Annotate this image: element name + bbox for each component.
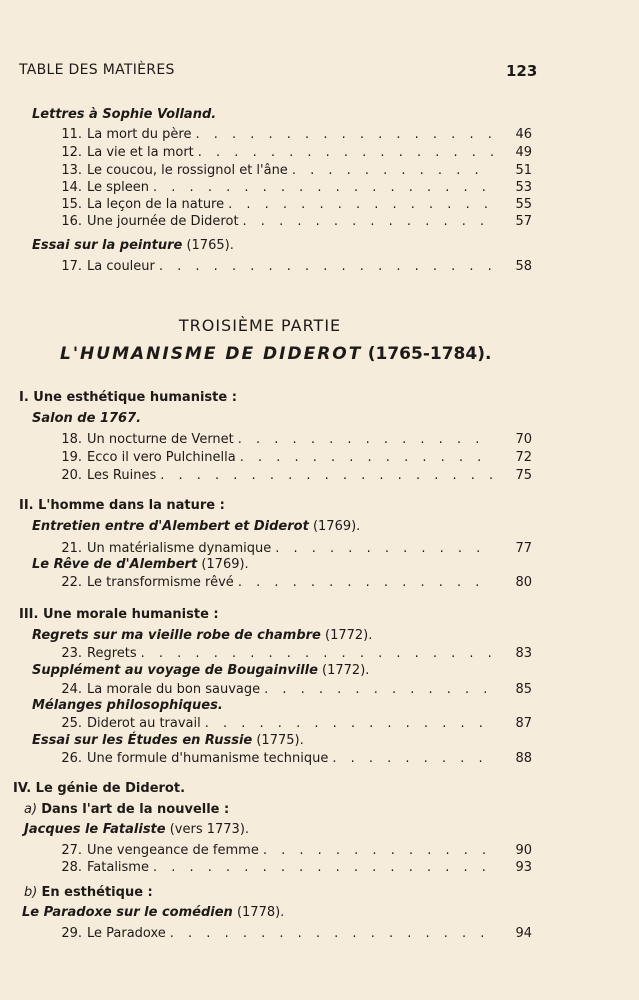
part-title: TROISIÈME PARTIE	[178, 316, 342, 335]
section-heading: III. Une morale humaniste :	[19, 607, 219, 622]
toc-entry[interactable]: 26. Une formule d'humanisme technique . . . 88	[56, 750, 532, 767]
running-title: TABLE DES MATIÈRES	[19, 62, 175, 78]
subsection-heading: Entretien entre d'Alembert et Diderot (1769).	[32, 519, 361, 534]
subsection-heading: Le Paradoxe sur le comédien (1778).	[22, 905, 285, 920]
subsection-a-heading: a) Dans l'art de la nouvelle :	[24, 802, 230, 817]
toc-entry[interactable]: 29. Le Paradoxe . . . 94	[56, 925, 532, 942]
toc-entry[interactable]: 16. Une journée de Diderot . . . 57	[56, 213, 532, 230]
toc-entry[interactable]: 19. Ecco il vero Pulchinella . . . 72	[56, 449, 532, 466]
toc-entry[interactable]: 15. La leçon de la nature . . . 55	[56, 196, 532, 213]
subsection-heading: Essai sur les Études en Russie (1775).	[32, 733, 304, 748]
subsection-heading: Le Rêve de d'Alembert (1769).	[32, 557, 249, 572]
toc-entry[interactable]: 13. Le coucou, le rossignol et l'âne . . . 51	[56, 162, 532, 179]
subsection-b-heading: b) En esthétique :	[24, 885, 153, 900]
subsection-heading: Jacques le Fataliste (vers 1773).	[24, 822, 250, 837]
toc-entry[interactable]: 22. Le transformisme rêvé . . . 80	[56, 574, 532, 591]
toc-entry[interactable]: 20. Les Ruines . . . 75	[56, 467, 532, 484]
toc-entry[interactable]: 24. La morale du bon sauvage . . . 85	[56, 681, 532, 698]
page-header	[19, 62, 538, 84]
section-heading: I. Une esthétique humaniste :	[19, 390, 237, 405]
essai-peinture-heading: Essai sur la peinture (1765).	[32, 238, 234, 253]
section-heading: II. L'homme dans la nature :	[19, 498, 225, 513]
subsection-heading: Mélanges philosophiques.	[32, 698, 223, 713]
toc-entry[interactable]: 23. Regrets . . . 83	[56, 645, 532, 662]
toc-entry[interactable]: 21. Un matérialisme dynamique . . . 77	[56, 540, 532, 557]
subsection-heading: Salon de 1767.	[32, 411, 142, 426]
lettres-heading: Lettres à Sophie Volland.	[32, 107, 217, 122]
subsection-heading: Supplément au voyage de Bougainville (1772).	[32, 663, 370, 678]
toc-entry[interactable]: 27. Une vengeance de femme . . . 90	[56, 842, 532, 859]
page-number: 123	[506, 62, 538, 80]
toc-entry[interactable]: 25. Diderot au travail . . . 87	[56, 715, 532, 732]
subsection-heading: Regrets sur ma vieille robe de chambre (1772).	[32, 628, 373, 643]
section-heading: IV. Le génie de Diderot.	[13, 781, 186, 796]
toc-entry[interactable]: 28. Fatalisme . . . 93	[56, 859, 532, 876]
toc-entry[interactable]: 14. Le spleen . . . 53	[56, 179, 532, 196]
toc-entry[interactable]: 18. Un nocturne de Vernet . . . 70	[56, 431, 532, 448]
toc-entry[interactable]: 12. La vie et la mort . . . 49	[56, 144, 532, 161]
toc-entry[interactable]: 11. La mort du père . . . 46	[56, 126, 532, 143]
part-subtitle: L'HUMANISME DE DIDEROT (1765-1784).	[60, 344, 492, 364]
toc-entry[interactable]: 17. La couleur . . . 58	[56, 258, 532, 275]
